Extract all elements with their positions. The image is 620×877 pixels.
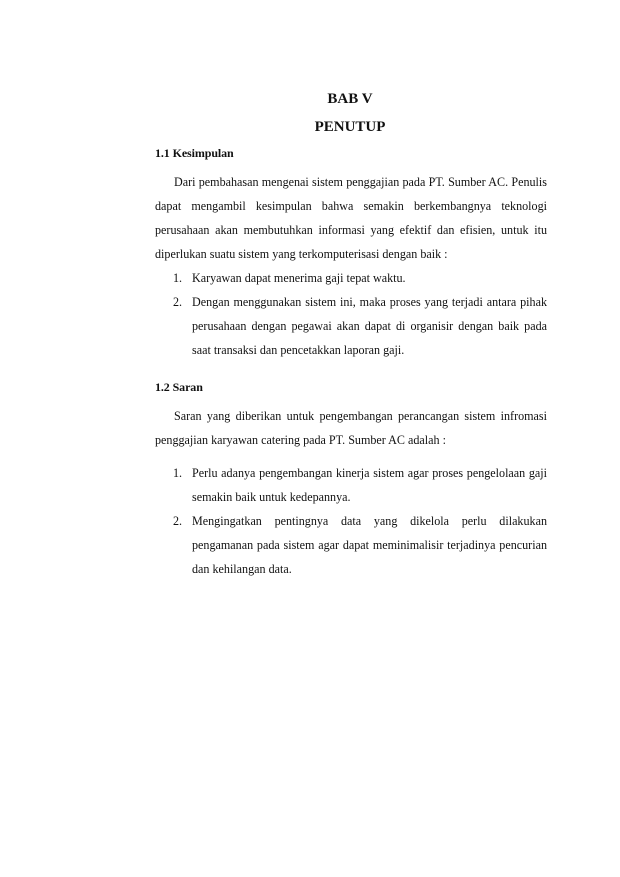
list-kesimpulan <box>155 266 547 362</box>
list-item <box>155 461 547 509</box>
list-item-text: Karyawan dapat menerima gaji tepat waktu. <box>192 271 406 285</box>
list-item <box>155 509 547 581</box>
list-item-text: Dengan menggunakan sistem ini, maka proses yang terjadi antara pihak perusahaan dengan pegawai akan dapat di organisir dengan baik pada saat transaksi dan pencetakkan laporan gaji. <box>192 295 547 357</box>
section-heading-saran: 1.2 Saran <box>155 380 203 394</box>
paragraph-saran: Saran yang diberikan untuk pengembangan perancangan sistem infromasi penggajian karyawan catering pada PT. Sumber AC adalah : <box>155 409 547 447</box>
list-saran <box>155 461 547 581</box>
list-item-number: 2. <box>173 514 183 528</box>
list-item-number: 2. <box>173 295 183 309</box>
list-item <box>155 290 547 362</box>
chapter-number: BAB V <box>327 91 373 107</box>
list-item-text: Perlu adanya pengembangan kinerja sistem agar proses pengelolaan gaji semakin baik untuk kedepannya. <box>192 466 547 504</box>
paragraph-kesimpulan: Dari pembahasan mengenai sistem penggajian pada PT. Sumber AC. Penulis dapat mengambil kesimpulan bahwa semakin berkembangnya teknologi perusahaan akan membutuhkan informasi yang efektif dan efisien, untuk itu diperlukan suatu sistem yang terkomputerisasi dengan baik : <box>155 175 547 261</box>
list-item-number: 1. <box>173 466 183 480</box>
chapter-title: PENUTUP <box>314 119 386 135</box>
section-heading-kesimpulan: 1.1 Kesimpulan <box>155 146 234 160</box>
list-item <box>155 266 547 290</box>
list-item-text: Mengingatkan pentingnya data yang dikelola perlu dilakukan pengamanan pada sistem agar dapat meminimalisir terjadinya pencurian dan kehilangan data. <box>192 514 547 576</box>
list-item-number: 1. <box>173 271 183 285</box>
